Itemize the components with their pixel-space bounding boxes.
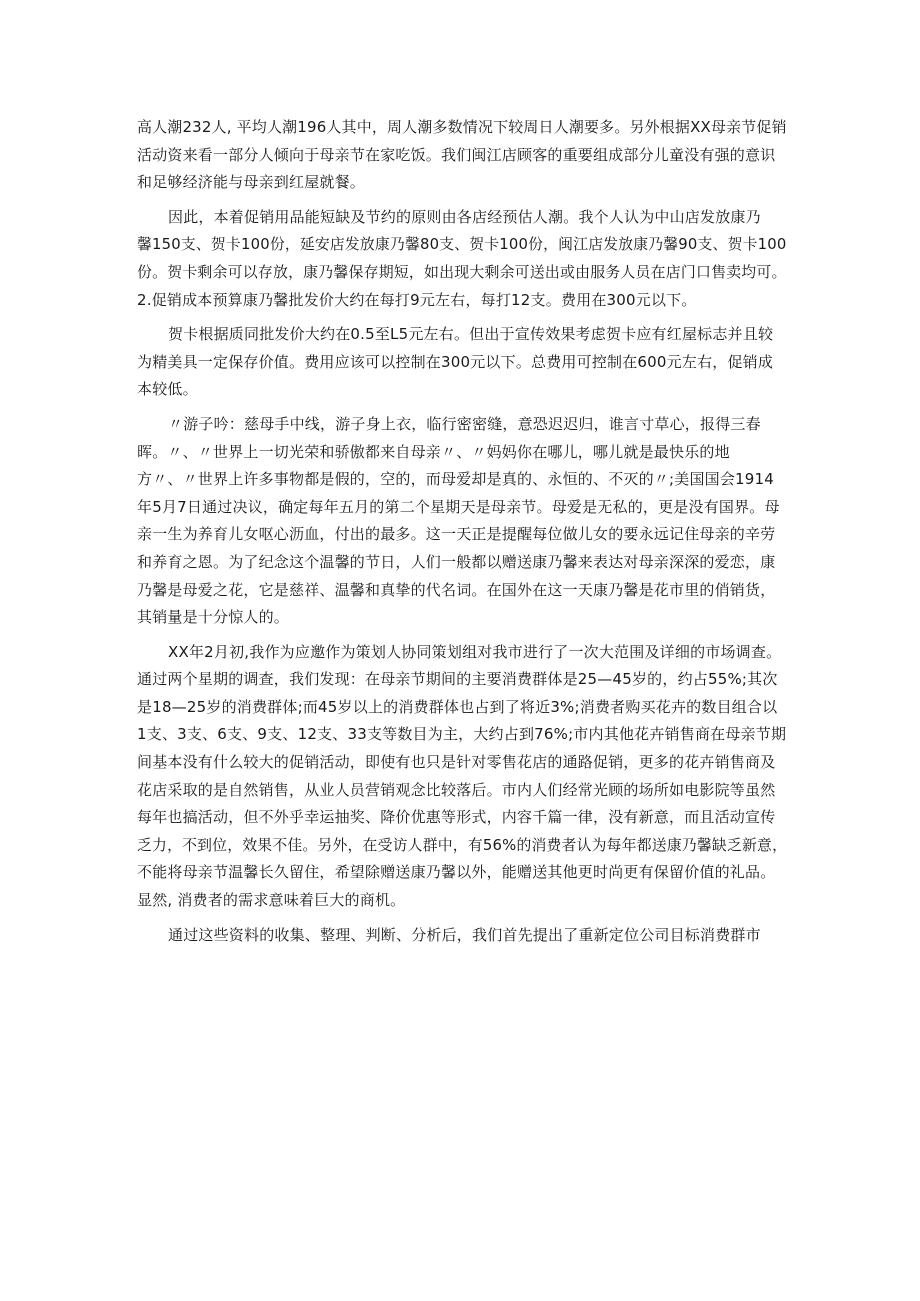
text-line: 馨150支、贺卡100份，延安店发放康乃馨80支、贺卡100份，闽江店发放康乃馨90支、贺卡100	[137, 235, 787, 254]
paragraph	[137, 204, 787, 314]
text-line: 不能将母亲节温馨长久留住，希望除赠送康乃馨以外，能赠送其他更时尚更有保留价值的礼品。	[137, 863, 776, 882]
text-line: 乏力，不到位，效果不佳。另外，在受访人群中，有56%的消费者认为每年都送康乃馨缺乏新意，	[137, 835, 788, 854]
text-line: XX年2月初,我作为应邀作为策划人协同策划组对我市进行了一次大范围及详细的市场调查。	[168, 642, 782, 661]
text-line: 显然, 消费者的需求意味着巨大的商机。	[137, 891, 406, 910]
paragraph	[137, 114, 787, 197]
paragraph	[137, 411, 787, 632]
text-line: 其销量是十分惊人的。	[137, 608, 290, 627]
text-line: 花店采取的是自然销售，从业人员营销观念比较落后。市内人们经常光顾的场所如电影院等虽然	[137, 780, 776, 799]
text-line: 〃游子吟：慈母手中线，游子身上衣，临行密密缝，意恐迟迟归，谁言寸草心，报得三春	[168, 414, 761, 433]
text-line: 因此，本着促销用品能短缺及节约的原则由各店经预估人潮。我个人认为中山店发放康乃	[168, 207, 761, 226]
paragraph	[137, 639, 787, 915]
text-line: 晖。〃、〃世界上一切光荣和骄傲都来自母亲〃、〃妈妈你在哪儿，哪儿就是最快乐的地	[137, 442, 730, 461]
text-line: 通过两个星期的调查，我们发现：在母亲节期间的主要消费群体是25—45岁的，约占55%;其次	[137, 670, 778, 689]
paragraph	[137, 321, 787, 404]
text-line: 活动资来看一部分人倾向于母亲节在家吃饭。我们闽江店顾客的重要组成部分儿童没有强的意识	[137, 145, 776, 164]
paragraph	[137, 922, 787, 950]
text-line: 乃馨是母爱之花，它是慈祥、温馨和真挚的代名词。在国外在这一天康乃馨是花市里的俏销货，	[137, 580, 776, 599]
text-line: 份。贺卡剩余可以存放，康乃馨保存期短，如出现大剩余可送出或由服务人员在店门口售卖均可。	[137, 262, 787, 281]
text-line: 通过这些资料的收集、整理、判断、分析后，我们首先提出了重新定位公司目标消费群市	[168, 925, 761, 944]
text-line: 年5月7日通过决议，确定每年五月的第二个星期天是母亲节。母爱是无私的，更是没有国界。母	[137, 497, 780, 516]
text-line: 和足够经济能与母亲到红屋就餐。	[137, 173, 366, 192]
text-line: 2.促销成本预算康乃馨批发价大约在每打9元左右，每打12支。费用在300元以下。	[137, 290, 697, 309]
text-line: 本较低。	[137, 380, 198, 399]
text-line: 方〃、〃世界上许多事物都是假的，空的，而母爱却是真的、永恒的、不灭的〃;美国国会1914	[137, 470, 775, 489]
text-line: 和养育之恩。为了纪念这个温馨的节日，人们一般都以赠送康乃馨来表达对母亲深深的爱恋，康	[137, 552, 776, 571]
text-line: 为精美具一定保存价值。费用应该可以控制在300元以下。总费用可控制在600元左右，促销成	[137, 352, 774, 371]
text-line: 高人潮232人, 平均人潮196人其中，周人潮多数情况下较周日人潮要多。另外根据XX母亲节促销	[137, 118, 787, 136]
text-line: 亲一生为养育儿女呕心沥血，付出的最多。这一天正是提醒每位做儿女的要永远记住母亲的辛劳	[137, 525, 776, 544]
document-body	[137, 114, 787, 949]
text-line: 1支、3支、6支、9支、12支、33支等数目为主，大约占到76%;市内其他花卉销售商在母亲节期	[137, 725, 787, 744]
text-line: 是18—25岁的消费群体;而45岁以上的消费群体也占到了将近3%;消费者购买花卉的数目组合以	[137, 697, 778, 716]
text-line: 间基本没有什么较大的促销活动，即使有也只是针对零售花店的通路促销，更多的花卉销售商及	[137, 753, 776, 772]
text-line: 每年也搞活动，但不外乎幸运抽奖、降价优惠等形式，内容千篇一律，没有新意，而且活动宣传	[137, 808, 776, 827]
text-line: 贺卡根据质同批发价大约在0.5至L5元左右。但出于宣传效果考虑贺卡应有红屋标志并且较	[168, 325, 774, 344]
